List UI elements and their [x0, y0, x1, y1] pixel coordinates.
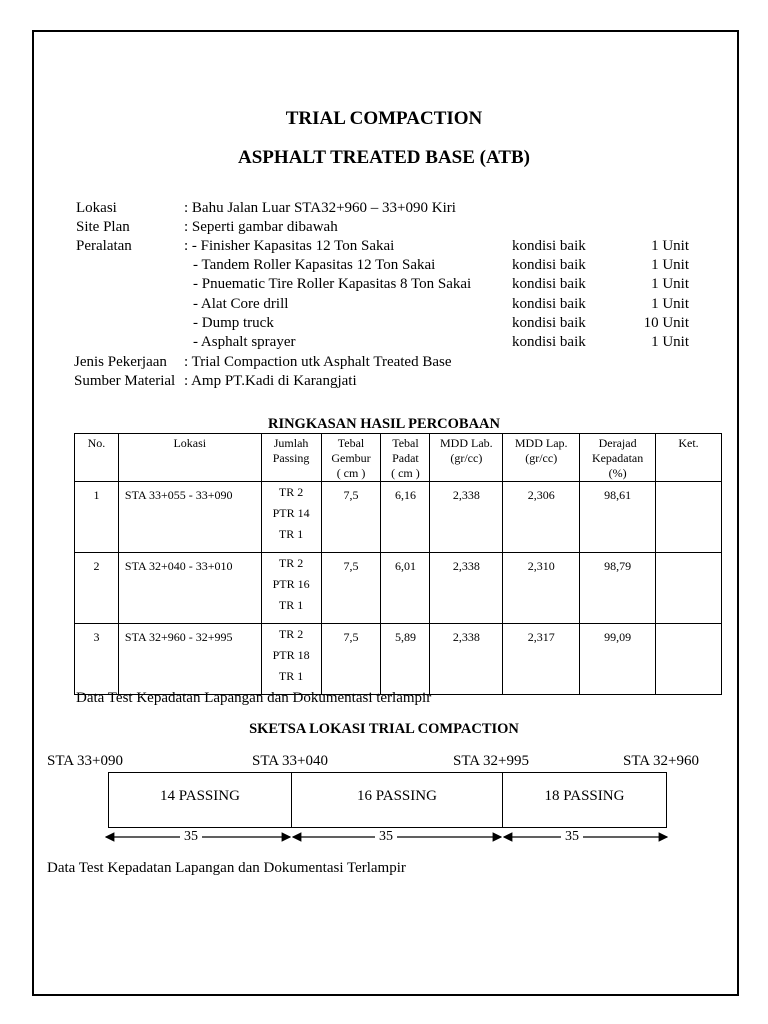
- peralatan-label: Peralatan: [76, 238, 132, 254]
- col-derajad-kepadatan: Derajad Kepadatan (%): [580, 434, 656, 482]
- equipment-condition: kondisi baik: [512, 257, 586, 273]
- col-lokasi: Lokasi: [118, 434, 261, 482]
- equipment-condition: kondisi baik: [512, 315, 586, 331]
- cell-mdd-lab: 2,338: [430, 553, 503, 624]
- cell-no: 1: [75, 482, 119, 553]
- col-tebal-padat: Tebal Padat ( cm ): [381, 434, 430, 482]
- table-row: [75, 482, 722, 553]
- siteplan-value: : Seperti gambar dibawah: [184, 219, 338, 235]
- cell-no: 2: [75, 553, 119, 624]
- col-jumlah-passing: Jumlah Passing: [261, 434, 321, 482]
- cell-ket: [656, 482, 722, 553]
- page-title: TRIAL COMPACTION: [285, 108, 483, 129]
- cell-mdd-lap: 2,317: [503, 624, 580, 695]
- equipment-qty: 10 Unit: [643, 315, 689, 331]
- equipment-condition: kondisi baik: [512, 334, 586, 350]
- lokasi-label: Lokasi: [76, 200, 117, 216]
- jenis-value: : Trial Compaction utk Asphalt Treated Base: [184, 354, 452, 370]
- cell-derajad: 98,61: [580, 482, 656, 553]
- cell-derajad: 99,09: [580, 624, 656, 695]
- cell-passing: TR 2 PTR 18 TR 1: [261, 624, 321, 695]
- cell-padat: 5,89: [381, 624, 430, 695]
- cell-mdd-lap: 2,306: [503, 482, 580, 553]
- equipment-qty: 1 Unit: [651, 334, 689, 350]
- cell-derajad: 98,79: [580, 553, 656, 624]
- station-label: STA 33+040: [252, 753, 329, 769]
- col-ket: Ket.: [656, 434, 722, 482]
- equipment-name: - Alat Core drill: [193, 296, 289, 312]
- equipment-name: - Dump truck: [193, 315, 274, 331]
- cell-mdd-lap: 2,310: [503, 553, 580, 624]
- col-mdd-lab: MDD Lab. (gr/cc): [430, 434, 503, 482]
- segment-label: 18 PASSING: [544, 788, 625, 804]
- col-tebal-gembur: Tebal Gembur ( cm ): [321, 434, 381, 482]
- sumber-value: : Amp PT.Kadi di Karangjati: [184, 373, 357, 389]
- cell-lokasi: STA 32+040 - 33+010: [118, 553, 261, 624]
- equipment-condition: kondisi baik: [512, 296, 586, 312]
- jenis-label: Jenis Pekerjaan: [74, 354, 167, 370]
- station-label: STA 32+960: [623, 753, 700, 769]
- equipment-name: - Asphalt sprayer: [193, 334, 296, 350]
- equipment-name: - Pnuematic Tire Roller Kapasitas 8 Ton Sakai: [193, 276, 472, 292]
- equipment-condition: kondisi baik: [512, 276, 586, 292]
- sketch-heading: SKETSA LOKASI TRIAL COMPACTION: [249, 721, 519, 737]
- summary-heading: RINGKASAN HASIL PERCOBAAN: [267, 416, 501, 432]
- cell-mdd-lab: 2,338: [430, 624, 503, 695]
- cell-gembur: 7,5: [321, 482, 381, 553]
- cell-padat: 6,01: [381, 553, 430, 624]
- dimension-label: 35: [561, 829, 583, 845]
- table-row: [75, 553, 722, 624]
- sketch-note: Data Test Kepadatan Lapangan dan Dokumentasi Terlampir: [47, 860, 406, 876]
- equipment-name: - Tandem Roller Kapasitas 12 Ton Sakai: [193, 257, 436, 273]
- siteplan-label: Site Plan: [76, 219, 130, 235]
- table-row: [75, 624, 722, 695]
- equipment-qty: 1 Unit: [651, 296, 689, 312]
- page-subtitle: ASPHALT TREATED BASE (ATB): [238, 147, 530, 168]
- equipment-name: : - Finisher Kapasitas 12 Ton Sakai: [184, 238, 395, 254]
- equipment-qty: 1 Unit: [651, 257, 689, 273]
- segment-label: 16 PASSING: [357, 788, 437, 804]
- station-label: STA 32+995: [453, 753, 530, 769]
- cell-ket: [656, 624, 722, 695]
- segment-label: 14 PASSING: [160, 788, 240, 804]
- cell-mdd-lab: 2,338: [430, 482, 503, 553]
- cell-passing: TR 2 PTR 14 TR 1: [261, 482, 321, 553]
- equipment-qty: 1 Unit: [651, 238, 689, 254]
- dimension-label: 35: [180, 829, 202, 845]
- cell-lokasi: STA 33+055 - 33+090: [118, 482, 261, 553]
- col-mdd-lap: MDD Lap. (gr/cc): [503, 434, 580, 482]
- equipment-qty: 1 Unit: [651, 276, 689, 292]
- cell-gembur: 7,5: [321, 624, 381, 695]
- equipment-condition: kondisi baik: [512, 238, 586, 254]
- col-no: No.: [75, 434, 119, 482]
- table-header-row: [75, 434, 722, 482]
- sumber-label: Sumber Material: [74, 373, 176, 389]
- cell-no: 3: [75, 624, 119, 695]
- cell-passing: TR 2 PTR 16 TR 1: [261, 553, 321, 624]
- lokasi-value: : Bahu Jalan Luar STA32+960 – 33+090 Kiri: [184, 200, 456, 216]
- cell-padat: 6,16: [381, 482, 430, 553]
- cell-ket: [656, 553, 722, 624]
- results-table: [74, 433, 722, 695]
- dimension-label: 35: [375, 829, 397, 845]
- cell-gembur: 7,5: [321, 553, 381, 624]
- station-label: STA 33+090: [47, 753, 124, 769]
- cell-lokasi: STA 32+960 - 32+995: [118, 624, 261, 695]
- summary-note: Data Test Kepadatan Lapangan dan Dokumentasi terlampir: [76, 690, 432, 706]
